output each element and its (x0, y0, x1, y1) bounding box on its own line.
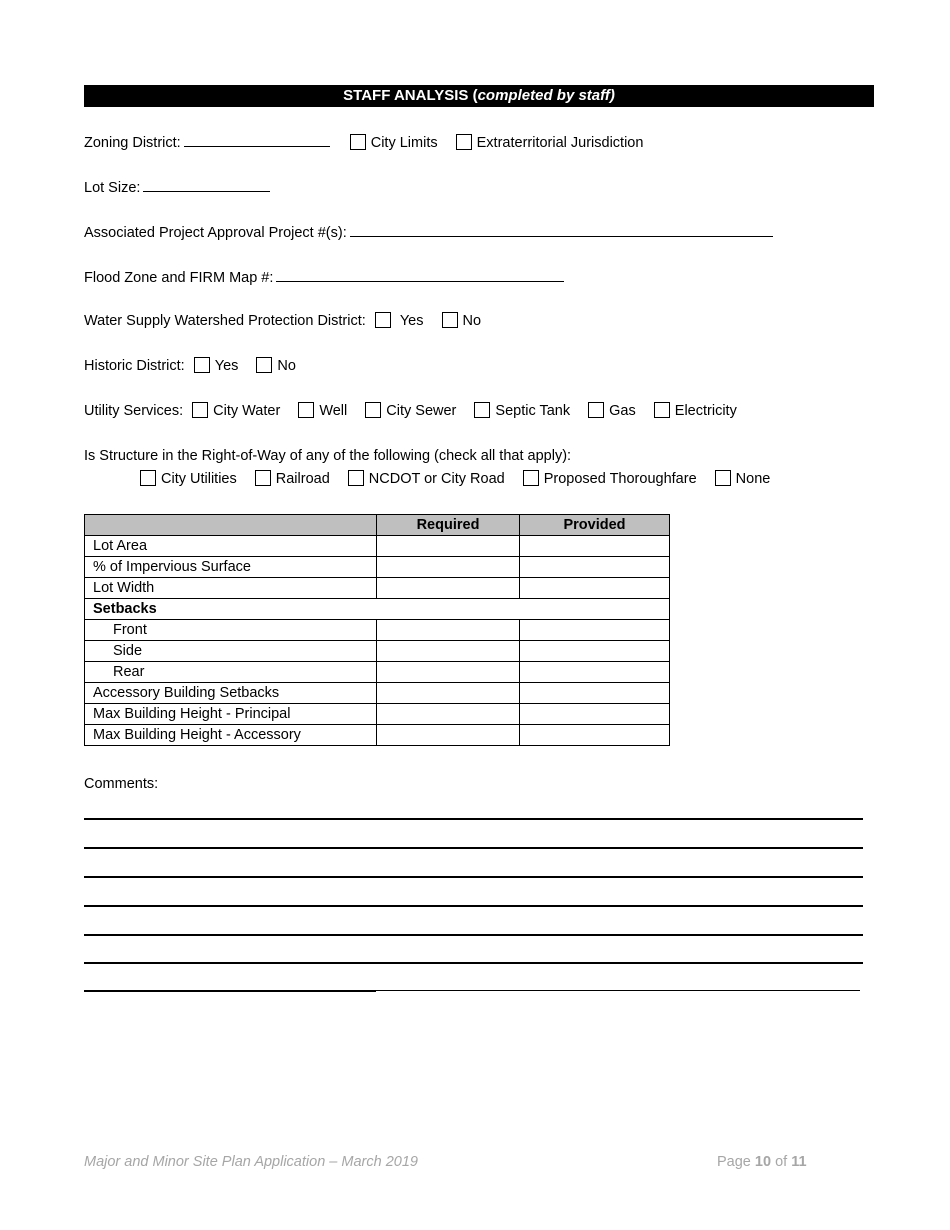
watershed-no-checkbox[interactable] (442, 312, 458, 328)
required-cell[interactable] (377, 536, 520, 557)
required-cell[interactable] (377, 620, 520, 641)
section-title: STAFF ANALYSIS ( (343, 87, 478, 104)
none-checkbox[interactable] (715, 470, 731, 486)
well-label: Well (319, 403, 348, 419)
historic-no-label: No (277, 358, 296, 374)
gas-label: Gas (609, 403, 636, 419)
footer-page-num: 10 (754, 1154, 772, 1170)
flood-zone-label: Flood Zone and FIRM Map #: (84, 270, 274, 286)
provided-cell[interactable] (520, 620, 670, 641)
lot-size-field[interactable] (143, 176, 270, 192)
flood-zone-row (84, 266, 564, 286)
table-row (85, 704, 670, 725)
provided-cell[interactable] (520, 641, 670, 662)
section-header (84, 85, 874, 107)
utility-label: Utility Services: (84, 403, 184, 419)
watershed-yes-label: Yes (399, 313, 424, 329)
city-water-checkbox[interactable] (192, 402, 208, 418)
comment-line[interactable] (84, 847, 863, 849)
footer-page-number (717, 1154, 807, 1170)
row-label: Lot Area (85, 536, 377, 557)
table-header-blank (85, 515, 377, 536)
zoning-row (84, 131, 643, 151)
row-label: Front (85, 620, 377, 641)
row-label: Accessory Building Setbacks (85, 683, 377, 704)
city-sewer-checkbox[interactable] (365, 402, 381, 418)
provided-cell[interactable] (520, 683, 670, 704)
associated-project-field[interactable] (350, 221, 773, 237)
provided-cell[interactable] (520, 578, 670, 599)
city-limits-label: City Limits (370, 135, 438, 151)
etj-checkbox[interactable] (456, 134, 472, 150)
table-header-row (85, 515, 670, 536)
table-row (85, 683, 670, 704)
row-label: Side (85, 641, 377, 662)
associated-project-row (84, 221, 773, 241)
etj-label: Extraterritorial Jurisdiction (476, 135, 644, 151)
associated-project-label: Associated Project Approval Project #(s): (84, 225, 347, 241)
comment-line[interactable] (84, 962, 863, 964)
provided-cell[interactable] (520, 704, 670, 725)
historic-yes-checkbox[interactable] (194, 357, 210, 373)
setbacks-heading: Setbacks (85, 599, 670, 620)
comment-line[interactable] (84, 905, 863, 907)
ncdot-checkbox[interactable] (348, 470, 364, 486)
table-row (85, 662, 670, 683)
required-cell[interactable] (377, 704, 520, 725)
electricity-checkbox[interactable] (654, 402, 670, 418)
railroad-checkbox[interactable] (255, 470, 271, 486)
comment-line[interactable] (84, 876, 863, 878)
provided-cell[interactable] (520, 725, 670, 746)
septic-tank-checkbox[interactable] (474, 402, 490, 418)
required-cell[interactable] (377, 578, 520, 599)
historic-no-checkbox[interactable] (256, 357, 272, 373)
comment-line[interactable] (84, 990, 376, 992)
section-title-italic: completed by staff) (477, 87, 615, 104)
table-row (85, 578, 670, 599)
watershed-label: Water Supply Watershed Protection District: (84, 313, 366, 329)
city-limits-checkbox[interactable] (350, 134, 366, 150)
table-row (85, 725, 670, 746)
utility-row (84, 401, 737, 421)
table-row (85, 536, 670, 557)
table-row (85, 620, 670, 641)
comment-line[interactable] (376, 990, 860, 991)
required-cell[interactable] (377, 662, 520, 683)
flood-zone-field[interactable] (276, 266, 564, 282)
zoning-field[interactable] (184, 131, 330, 147)
provided-cell[interactable] (520, 662, 670, 683)
proposed-thoroughfare-checkbox[interactable] (523, 470, 539, 486)
comments-label: Comments: (84, 776, 159, 792)
well-checkbox[interactable] (298, 402, 314, 418)
footer-of-word: of (775, 1154, 788, 1170)
row-label: % of Impervious Surface (85, 557, 377, 578)
table-row (85, 557, 670, 578)
footer-doc-title: Major and Minor Site Plan Application – March 2019 (84, 1154, 418, 1170)
city-sewer-label: City Sewer (386, 403, 457, 419)
provided-cell[interactable] (520, 557, 670, 578)
railroad-label: Railroad (275, 471, 330, 487)
watershed-no-label: No (462, 313, 482, 329)
watershed-yes-checkbox[interactable] (375, 312, 391, 328)
table-header-required: Required (377, 515, 520, 536)
right-of-way-options (140, 469, 770, 489)
lot-size-row (84, 176, 270, 196)
historic-row (84, 356, 296, 376)
comment-line[interactable] (84, 818, 863, 820)
row-label: Rear (85, 662, 377, 683)
comment-line[interactable] (84, 934, 863, 936)
historic-yes-label: Yes (214, 358, 239, 374)
septic-tank-label: Septic Tank (495, 403, 571, 419)
required-cell[interactable] (377, 557, 520, 578)
none-label: None (735, 471, 771, 487)
city-water-label: City Water (213, 403, 281, 419)
city-utilities-label: City Utilities (161, 471, 237, 487)
zoning-label: Zoning District: (84, 135, 181, 151)
right-of-way-question (84, 446, 571, 466)
gas-checkbox[interactable] (588, 402, 604, 418)
proposed-thoroughfare-label: Proposed Thoroughfare (543, 471, 697, 487)
watershed-row (84, 311, 481, 331)
requirements-table (84, 514, 670, 746)
table-row-setbacks (85, 599, 670, 620)
provided-cell[interactable] (520, 536, 670, 557)
historic-label: Historic District: (84, 358, 185, 374)
footer-page-total: 11 (791, 1154, 807, 1170)
footer-page-word: Page (717, 1154, 751, 1170)
row-label: Max Building Height - Accessory (85, 725, 377, 746)
row-label: Max Building Height - Principal (85, 704, 377, 725)
table-header-provided: Provided (520, 515, 670, 536)
lot-size-label: Lot Size: (84, 180, 141, 196)
right-of-way-label: Is Structure in the Right-of-Way of any of the following (check all that apply): (84, 448, 572, 464)
required-cell[interactable] (377, 683, 520, 704)
ncdot-label: NCDOT or City Road (368, 471, 505, 487)
electricity-label: Electricity (674, 403, 737, 419)
table-row (85, 641, 670, 662)
city-utilities-checkbox[interactable] (140, 470, 156, 486)
required-cell[interactable] (377, 725, 520, 746)
required-cell[interactable] (377, 641, 520, 662)
row-label: Lot Width (85, 578, 377, 599)
